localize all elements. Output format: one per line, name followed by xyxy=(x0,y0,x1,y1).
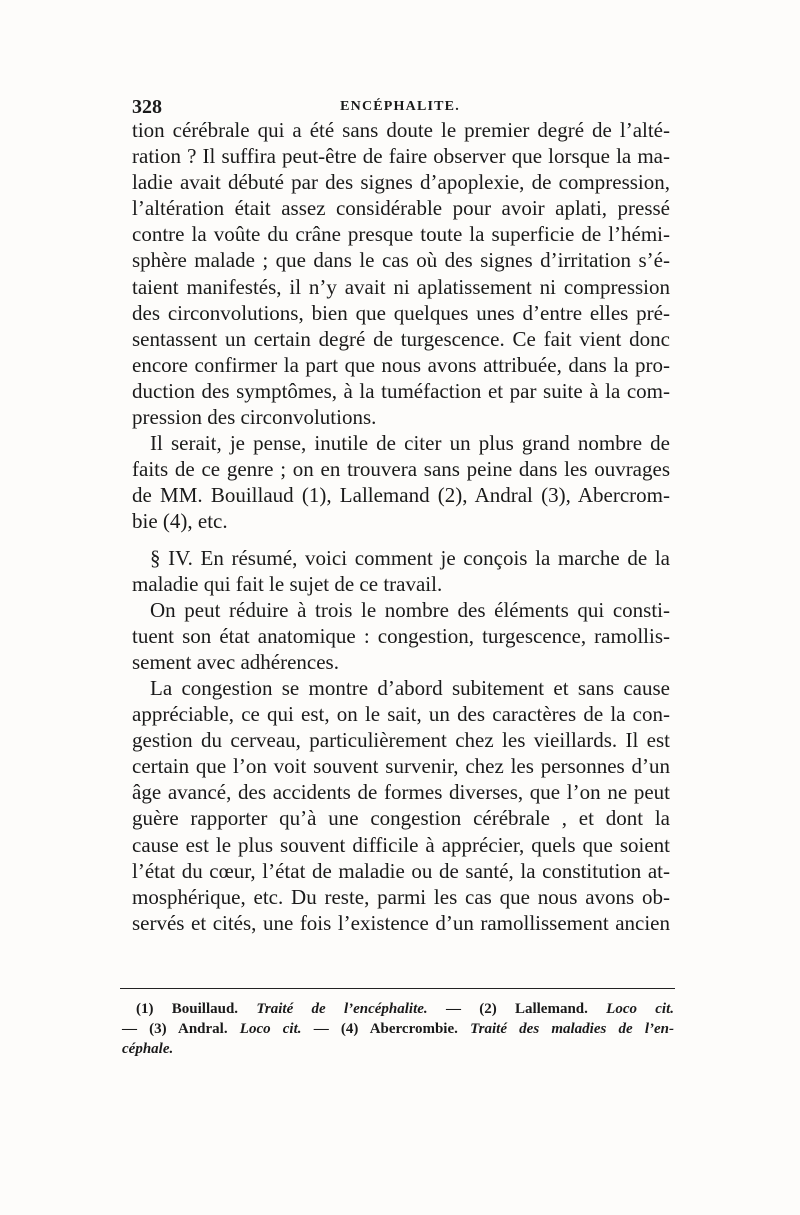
text-line: sentassent un certain degré de turgescence. Ce fait vient donc xyxy=(132,326,670,351)
footnote-title: Loco cit. xyxy=(239,1021,302,1037)
text-line: ration ? Il suffira peut-être de faire observer que lorsque la ma- xyxy=(132,144,670,169)
text-line: certain que l’on voit souvent survenir, chez les personnes d’un xyxy=(132,754,670,779)
text-line: tion cérébrale qui a été sans doute le premier degré de l’alté- xyxy=(132,118,670,142)
text-line: âge avancé, des accidents de formes diverses, que l’on ne peut xyxy=(132,780,670,805)
text-line: l’état du cœur, l’état de maladie ou de santé, la constitution at- xyxy=(132,858,670,883)
text-line: l’altération était assez considérable pour avoir aplati, pressé xyxy=(132,196,670,221)
text-line: contre la voûte du crâne presque toute la superficie de l’hémi- xyxy=(132,222,670,247)
text-line: bie (4), etc. xyxy=(132,509,228,534)
text-line: pression des circonvolutions. xyxy=(132,405,377,430)
footnote-line xyxy=(122,1039,674,1059)
footnotes xyxy=(122,999,674,1059)
footnote-title: Traité des maladies de l’en- xyxy=(470,1021,674,1037)
footnote-title: Loco cit. xyxy=(606,1001,674,1017)
paragraph-gap xyxy=(132,535,670,545)
text-line: On peut réduire à trois le nombre des éléments qui consti- xyxy=(150,597,670,622)
text-line: servés et cités, une fois l’existence d’un ramollissement ancien xyxy=(132,910,670,935)
text-line: guère rapporter qu’à une congestion cérébrale , et dont la xyxy=(132,806,670,831)
footnote-text: (1) Bouillaud. xyxy=(136,1001,257,1017)
running-head: ENCÉPHALITE. xyxy=(340,99,460,114)
footnote-title: Traité de l’encéphalite. xyxy=(256,1001,428,1017)
text-line: duction des symptômes, à la tuméfaction et par suite à la com- xyxy=(132,378,670,403)
text-line: sement avec adhérences. xyxy=(132,649,339,674)
text-line: La congestion se montre d’abord subitement et sans cause xyxy=(150,675,670,700)
text-line: cause est le plus souvent difficile à apprécier, quels que soient xyxy=(132,832,670,857)
text-line: de MM. Bouillaud (1), Lallemand (2), Andral (3), Abercrom- xyxy=(132,483,670,508)
text-line: Il serait, je pense, inutile de citer un plus grand nombre de xyxy=(150,431,670,456)
footnote-line xyxy=(122,1019,674,1039)
footnote-text: — (3) Andral. xyxy=(122,1021,240,1037)
text-line: mosphérique, etc. Du reste, parmi les cas que nous avons ob- xyxy=(132,884,670,909)
footnote-title: céphale. xyxy=(122,1041,174,1057)
footnote-text: — (4) Abercrombie. xyxy=(301,1021,471,1037)
footnote-text: — (2) Lallemand. xyxy=(427,1001,607,1017)
text-line: taient manifestés, il n’y avait ni aplatissement ni compression xyxy=(132,274,670,299)
page-number: 328 xyxy=(132,96,162,118)
text-line: des circonvolutions, bien que quelques unes d’entre elles pré- xyxy=(132,300,670,325)
text-line: tuent son état anatomique : congestion, turgescence, ramollis- xyxy=(132,623,670,648)
text-line: encore confirmer la part que nous avons attribuée, dans la pro- xyxy=(132,352,670,377)
text-line: maladie qui fait le sujet de ce travail. xyxy=(132,571,443,596)
text-line: sphère malade ; que dans le cas où des signes d’irritation s’é- xyxy=(132,248,670,273)
footnote-line xyxy=(122,999,674,1019)
section-heading-line: § IV. En résumé, voici comment je conçois la marche de la xyxy=(150,545,670,570)
footnote-divider xyxy=(120,988,675,989)
body-text xyxy=(132,117,670,936)
text-line: faits de ce genre ; on en trouvera sans peine dans les ouvrages xyxy=(132,457,670,482)
text-line: gestion du cerveau, particulièrement chez les vieillards. Il est xyxy=(132,728,670,753)
text-line: ladie avait débuté par des signes d’apoplexie, de compression, xyxy=(132,170,670,195)
text-line: appréciable, ce qui est, on le sait, un des caractères de la con- xyxy=(132,702,670,727)
